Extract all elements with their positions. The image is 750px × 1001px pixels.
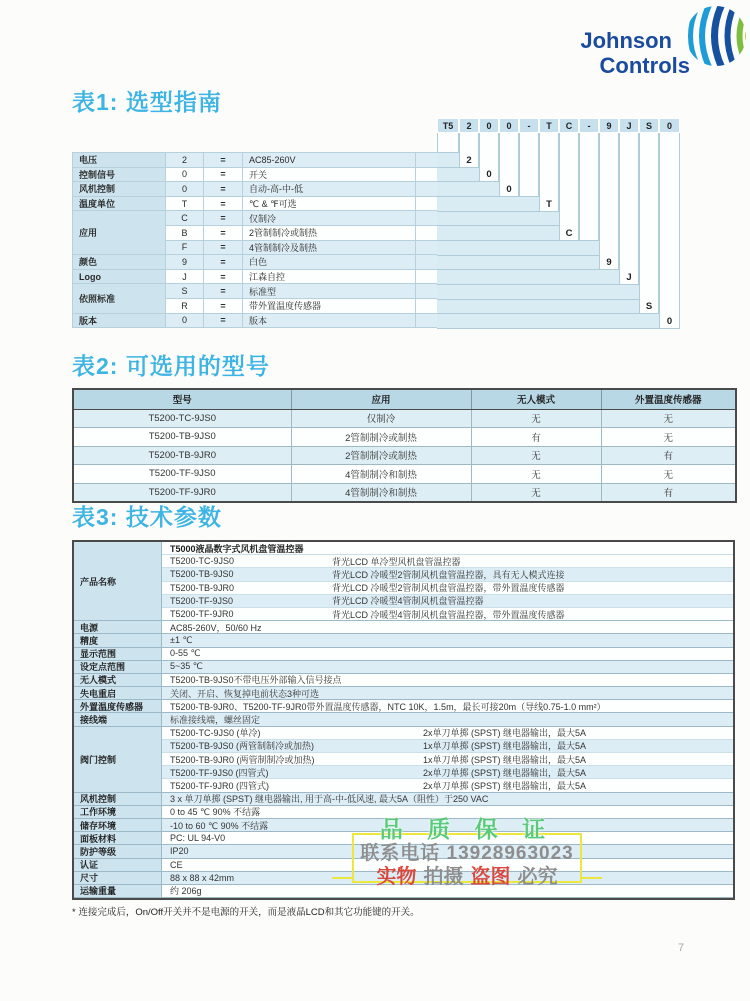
table3-parameter-label: 运输重量 xyxy=(74,885,162,898)
table1-code-char: 0 xyxy=(166,167,204,182)
table3-value: CE xyxy=(170,859,183,870)
table1-description: AC85-260V xyxy=(243,153,416,168)
table3-row xyxy=(162,555,733,568)
table3-model: T5200-TB-9JS0 xyxy=(170,569,234,580)
table1-code-char: C xyxy=(166,211,204,226)
table3-description: 2x单刀单掷 (SPST) 继电器输出，最大5A xyxy=(423,767,587,778)
table3-row xyxy=(162,621,733,634)
table3-row xyxy=(162,713,733,726)
table3-parameter-label: 防护等级 xyxy=(74,845,162,858)
table3-value: 0 to 45 ℃ 90% 不结露 xyxy=(170,807,261,818)
watermark-notice-part4: 必究 xyxy=(517,866,558,888)
table3-model: T5200-TB-9JS0 (两管制制冷或加热) xyxy=(170,741,315,752)
table3-parameter-label: 尺寸 xyxy=(74,872,162,885)
table3-row xyxy=(162,687,733,700)
table3-row xyxy=(162,661,733,674)
diagram-column-band xyxy=(437,133,459,152)
table1-equals: = xyxy=(204,196,243,211)
table3-model: T5200-TB-9JR0 (两管制制冷或加热) xyxy=(170,754,315,765)
table3-parameter-label: 设定点范围 xyxy=(74,661,162,674)
table3-description: 背光LCD 冷暖型4管制风机盘管温控器 xyxy=(332,596,484,607)
diagram-landed-char: 9 xyxy=(606,257,612,269)
diagram-row-line xyxy=(437,328,680,329)
table3-description: 1x单刀单掷 (SPST) 继电器输出，最大5A xyxy=(423,741,587,752)
table2-header-cell: 无人模式 xyxy=(471,389,601,409)
table2-row xyxy=(73,446,736,465)
table3-parameter-label: 工作环境 xyxy=(74,806,162,819)
diagram-landed-char: 2 xyxy=(466,154,472,166)
table1-code-char: B xyxy=(166,225,204,240)
table3-value: 5~35 ℃ xyxy=(170,661,203,672)
table1-spacer-cell xyxy=(416,182,438,197)
table3-row xyxy=(162,793,733,806)
table2-cell: 无 xyxy=(601,428,736,447)
table3-row xyxy=(162,740,733,753)
table3-parameter-label: 面板材料 xyxy=(74,832,162,845)
table3-row xyxy=(162,700,733,713)
table1-row xyxy=(73,269,438,284)
table3-model: T5200-TF-9JS0 xyxy=(170,595,234,606)
table1-attribute-label: 颜色 xyxy=(73,255,166,270)
table1-attribute-label: Logo xyxy=(73,269,166,284)
table3-model: T5200-TC-9JS0 (单冷) xyxy=(170,728,261,739)
watermark-notice-part1: 实物 xyxy=(376,866,417,888)
table1-spacer-cell xyxy=(416,240,438,255)
table3-description: 背光LCD 冷暖型2管制风机盘管温控器，带外置温度传感器 xyxy=(332,583,565,594)
diagram-landed-char: S xyxy=(645,301,653,313)
table1-equals: = xyxy=(204,313,243,328)
table3-model: T5200-TF-9JR0 (四管式) xyxy=(170,780,270,791)
logo-word-controls: Controls xyxy=(599,53,690,78)
table1-attribute-label: 应用 xyxy=(73,211,166,255)
table2-cell: 无 xyxy=(471,483,601,502)
table1-spacer-cell xyxy=(416,284,438,299)
table2-row xyxy=(73,428,736,447)
table3-row xyxy=(162,674,733,687)
table2-header-cell: 外置温度传感器 xyxy=(601,389,736,409)
table1-selection-guide xyxy=(72,152,438,328)
table1-code-char: 9 xyxy=(166,255,204,270)
table2-header-row xyxy=(73,389,736,409)
diagram-column-band xyxy=(619,133,639,284)
table2-row xyxy=(73,465,736,484)
table3-description: 2x单刀单掷 (SPST) 继电器输出，最大5A xyxy=(423,780,587,791)
table1-attribute-label: 版本 xyxy=(73,313,166,328)
table1-spacer-cell xyxy=(416,167,438,182)
table1-description: 4管制制冷及制热 xyxy=(243,240,416,255)
table1-equals: = xyxy=(204,255,243,270)
diagram-landed-char: C xyxy=(565,228,573,239)
table2-available-models xyxy=(72,388,737,503)
model-code-cell: 2 xyxy=(459,118,479,133)
diagram-landed-char: 0 xyxy=(506,184,512,195)
diagram-column-band xyxy=(599,133,619,269)
table3-parameter-label: 阀门控制 xyxy=(74,727,162,793)
table3-parameter-label: 产品名称 xyxy=(74,542,162,621)
table3-title: 表3: 技术参数 xyxy=(72,504,222,530)
diagram-column-band xyxy=(659,133,680,328)
table3-model: T5200-TC-9JS0 xyxy=(170,556,235,567)
table1-spacer-cell xyxy=(416,313,438,328)
table3-value: IP20 xyxy=(170,846,189,857)
model-code-cell: 9 xyxy=(599,118,619,133)
model-code-cell: T xyxy=(539,118,559,133)
table1-spacer-cell xyxy=(416,225,438,240)
table1-spacer-cell xyxy=(416,153,438,168)
table3-value: 关闭、开启、恢复掉电前状态3种可选 xyxy=(170,688,320,699)
table1-equals: = xyxy=(204,284,243,299)
diagram-landed-char: J xyxy=(626,272,632,283)
table1-equals: = xyxy=(204,269,243,284)
model-code-cell: - xyxy=(519,118,539,133)
table1-description: 白色 xyxy=(243,255,416,270)
table1-description: 江森自控 xyxy=(243,269,416,284)
table3-parameter-label: 储存环境 xyxy=(74,819,162,832)
johnson-controls-logo xyxy=(580,28,690,78)
table3-row xyxy=(162,542,733,555)
table3-value: T5200-TB-9JR0、T5200-TF-9JR0带外置温度传感器，NTC 10K，1.5m，最长可接20m（导线0.75-1.0 mm²） xyxy=(170,701,606,712)
table1-code-char: J xyxy=(166,269,204,284)
table3-value: T5200-TB-9JS0不带电压外部输入信号接点 xyxy=(170,675,342,686)
table3-row xyxy=(162,727,733,740)
table3-row xyxy=(162,648,733,661)
table2-header-cell: 应用 xyxy=(291,389,471,409)
table2-cell: T5200-TF-9JR0 xyxy=(73,483,291,502)
table3-row xyxy=(162,568,733,581)
table3-description: 背光LCD 单冷型风机盘管温控器 xyxy=(332,556,461,567)
watermark-phone: 联系电话 13928963023 xyxy=(360,843,574,864)
diagram-column-band xyxy=(639,133,659,313)
table1-row xyxy=(73,167,438,182)
table3-value: 88 x 88 x 42mm xyxy=(170,872,235,883)
table3-parameter-label: 无人模式 xyxy=(74,674,162,687)
table2-cell: 有 xyxy=(601,446,736,465)
table1-spacer-cell xyxy=(416,269,438,284)
model-code-cell: S xyxy=(639,118,659,133)
model-code-cell: 0 xyxy=(659,118,680,133)
table3-value: 0-55 ℃ xyxy=(170,648,201,659)
table2-cell: 4管制制冷和制热 xyxy=(291,483,471,502)
table1-equals: = xyxy=(204,153,243,168)
table1-code-char: T xyxy=(166,196,204,211)
table2-title: 表2: 可选用的型号 xyxy=(72,353,270,379)
diagram-row-line xyxy=(437,313,680,314)
model-code-cell: J xyxy=(619,118,639,133)
table1-attribute-label: 风机控制 xyxy=(73,182,166,197)
table3-parameter-label: 精度 xyxy=(74,634,162,647)
table2-cell: 2管制制冷或制热 xyxy=(291,446,471,465)
watermark-notice-part2: 拍摄 xyxy=(423,866,464,888)
table1-code-char: 2 xyxy=(166,153,204,168)
table1-attribute-label: 温度单位 xyxy=(73,196,166,211)
table3-description: 背光LCD 冷暖型2管制风机盘管温控器，具有无人模式连接 xyxy=(332,569,565,580)
table3-row xyxy=(162,779,733,792)
table2-cell: 无 xyxy=(601,409,736,428)
table1-equals: = xyxy=(204,167,243,182)
table1-equals: = xyxy=(204,240,243,255)
table1-description: 带外置温度传感器 xyxy=(243,298,416,313)
page-number: 7 xyxy=(678,942,685,954)
table1-title: 表1: 选型指南 xyxy=(72,89,222,115)
table3-description: 1x单刀单掷 (SPST) 继电器输出，最大5A xyxy=(423,754,587,765)
table1-description: 开关 xyxy=(243,167,416,182)
model-code-cell: - xyxy=(579,118,599,133)
table1-row xyxy=(73,255,438,270)
table2-cell: T5200-TB-9JS0 xyxy=(73,428,291,447)
table1-code-char: F xyxy=(166,240,204,255)
table1-description: 2管制制冷或制热 xyxy=(243,225,416,240)
table3-value: T5000液晶数字式风机盘管温控器 xyxy=(170,543,304,554)
table3-model: T5200-TF-9JR0 xyxy=(170,609,234,620)
table3-row xyxy=(162,634,733,647)
table1-row xyxy=(73,153,438,168)
table1-code-char: R xyxy=(166,298,204,313)
table1-row xyxy=(73,196,438,211)
table3-parameter-label: 认证 xyxy=(74,859,162,872)
diagram-landed-char: 0 xyxy=(666,316,673,327)
table2-cell: 4管制制冷和制热 xyxy=(291,465,471,484)
model-code-diagram xyxy=(437,118,680,330)
table3-parameter-label: 接线端 xyxy=(74,713,162,726)
table2-cell: T5200-TC-9JS0 xyxy=(73,409,291,428)
table1-description: ℃ & ℉可选 xyxy=(243,196,416,211)
diagram-column-band xyxy=(519,133,539,196)
table2-cell: 无 xyxy=(601,465,736,484)
table1-description: 版本 xyxy=(243,313,416,328)
table2-cell: T5200-TF-9JS0 xyxy=(73,465,291,484)
table3-row xyxy=(162,766,733,779)
table3-value: PC: UL 94-V0 xyxy=(170,833,226,844)
table3-row xyxy=(162,753,733,766)
model-code-cell: T5 xyxy=(437,118,459,133)
table2-cell: 有 xyxy=(471,428,601,447)
table3-value: 标准接线端，螺丝固定 xyxy=(170,715,261,726)
watermark-quality-text: 品 质 保 证 xyxy=(379,816,555,842)
table1-code-char: S xyxy=(166,284,204,299)
table3-parameter-label: 风机控制 xyxy=(74,793,162,806)
watermark-notice xyxy=(346,865,588,889)
table2-cell: 仅制冷 xyxy=(291,409,471,428)
table1-spacer-cell xyxy=(416,255,438,270)
table1-attribute-label: 依照标准 xyxy=(73,284,166,313)
table1-attribute-label: 控制信号 xyxy=(73,167,166,182)
model-code-cell: 0 xyxy=(499,118,519,133)
table3-parameter-label: 失电重启 xyxy=(74,687,162,700)
table1-description: 自动-高-中-低 xyxy=(243,182,416,197)
table1-area xyxy=(72,118,682,330)
table3-model: T5200-TB-9JR0 xyxy=(170,582,235,593)
table2-header-cell: 型号 xyxy=(73,389,291,409)
table2-cell: 有 xyxy=(601,483,736,502)
table1-equals: = xyxy=(204,225,243,240)
table1-description: 标准型 xyxy=(243,284,416,299)
table3-value: -10 to 60 ℃ 90% 不结露 xyxy=(170,820,269,831)
logo-word-johnson: Johnson xyxy=(580,28,672,53)
diagram-landed-char: 0 xyxy=(486,169,492,181)
diagram-column-band xyxy=(579,133,599,240)
table3-parameter-label: 显示范围 xyxy=(74,648,162,661)
table1-row xyxy=(73,284,438,299)
table2-cell: 无 xyxy=(471,465,601,484)
table1-spacer-cell xyxy=(416,298,438,313)
table1-description: 仅制冷 xyxy=(243,211,416,226)
table1-code-char: 0 xyxy=(166,182,204,197)
table2-cell: 无 xyxy=(471,446,601,465)
table1-equals: = xyxy=(204,211,243,226)
model-code-cell: 0 xyxy=(479,118,499,133)
globe-icon xyxy=(684,4,748,68)
table2-cell: T5200-TB-9JR0 xyxy=(73,446,291,465)
table1-spacer-cell xyxy=(416,196,438,211)
table1-row xyxy=(73,211,438,226)
table1-equals: = xyxy=(204,182,243,197)
table3-row xyxy=(162,582,733,595)
table3-description: 2x单刀单掷 (SPST) 继电器输出，最大5A xyxy=(423,728,587,739)
table2-cell: 无 xyxy=(471,409,601,428)
table1-row xyxy=(73,313,438,328)
table3-value: 3 x 单刀单掷 (SPST) 继电器输出, 用于高-中-低风速, 最大5A（阻性）于250 VAC xyxy=(170,794,489,805)
table3-parameter-label: 外置温度传感器 xyxy=(74,700,162,713)
table1-code-char: 0 xyxy=(166,313,204,328)
table3-row xyxy=(162,595,733,608)
table1-spacer-cell xyxy=(416,211,438,226)
table3-model: T5200-TF-9JS0 (四管式) xyxy=(170,767,269,778)
table1-equals: = xyxy=(204,298,243,313)
table3-value: AC85-260V，50/60 Hz xyxy=(170,622,262,633)
model-code-cell: C xyxy=(559,118,579,133)
table2-cell: 2管制制冷或制热 xyxy=(291,428,471,447)
table3-parameter-label: 电源 xyxy=(74,621,162,634)
table3-row xyxy=(162,608,733,621)
diagram-landed-char: T xyxy=(546,198,552,210)
footnote: * 连接完成后，On/Off开关并不是电源的开关，而是液晶LCD和其它功能键的开关。 xyxy=(72,907,420,918)
watermark-notice-part3: 盗图 xyxy=(470,866,511,888)
watermark xyxy=(346,816,588,889)
table3-description: 背光LCD 冷暖型4管制风机盘管温控器，带外置温度传感器 xyxy=(332,609,565,620)
table2-row xyxy=(73,409,736,428)
table3-value: ±1 ℃ xyxy=(170,634,193,645)
table3-value: 约 206g xyxy=(170,886,202,897)
diagram-column-band xyxy=(559,133,579,240)
table1-attribute-label: 电压 xyxy=(73,153,166,168)
table1-row xyxy=(73,182,438,197)
